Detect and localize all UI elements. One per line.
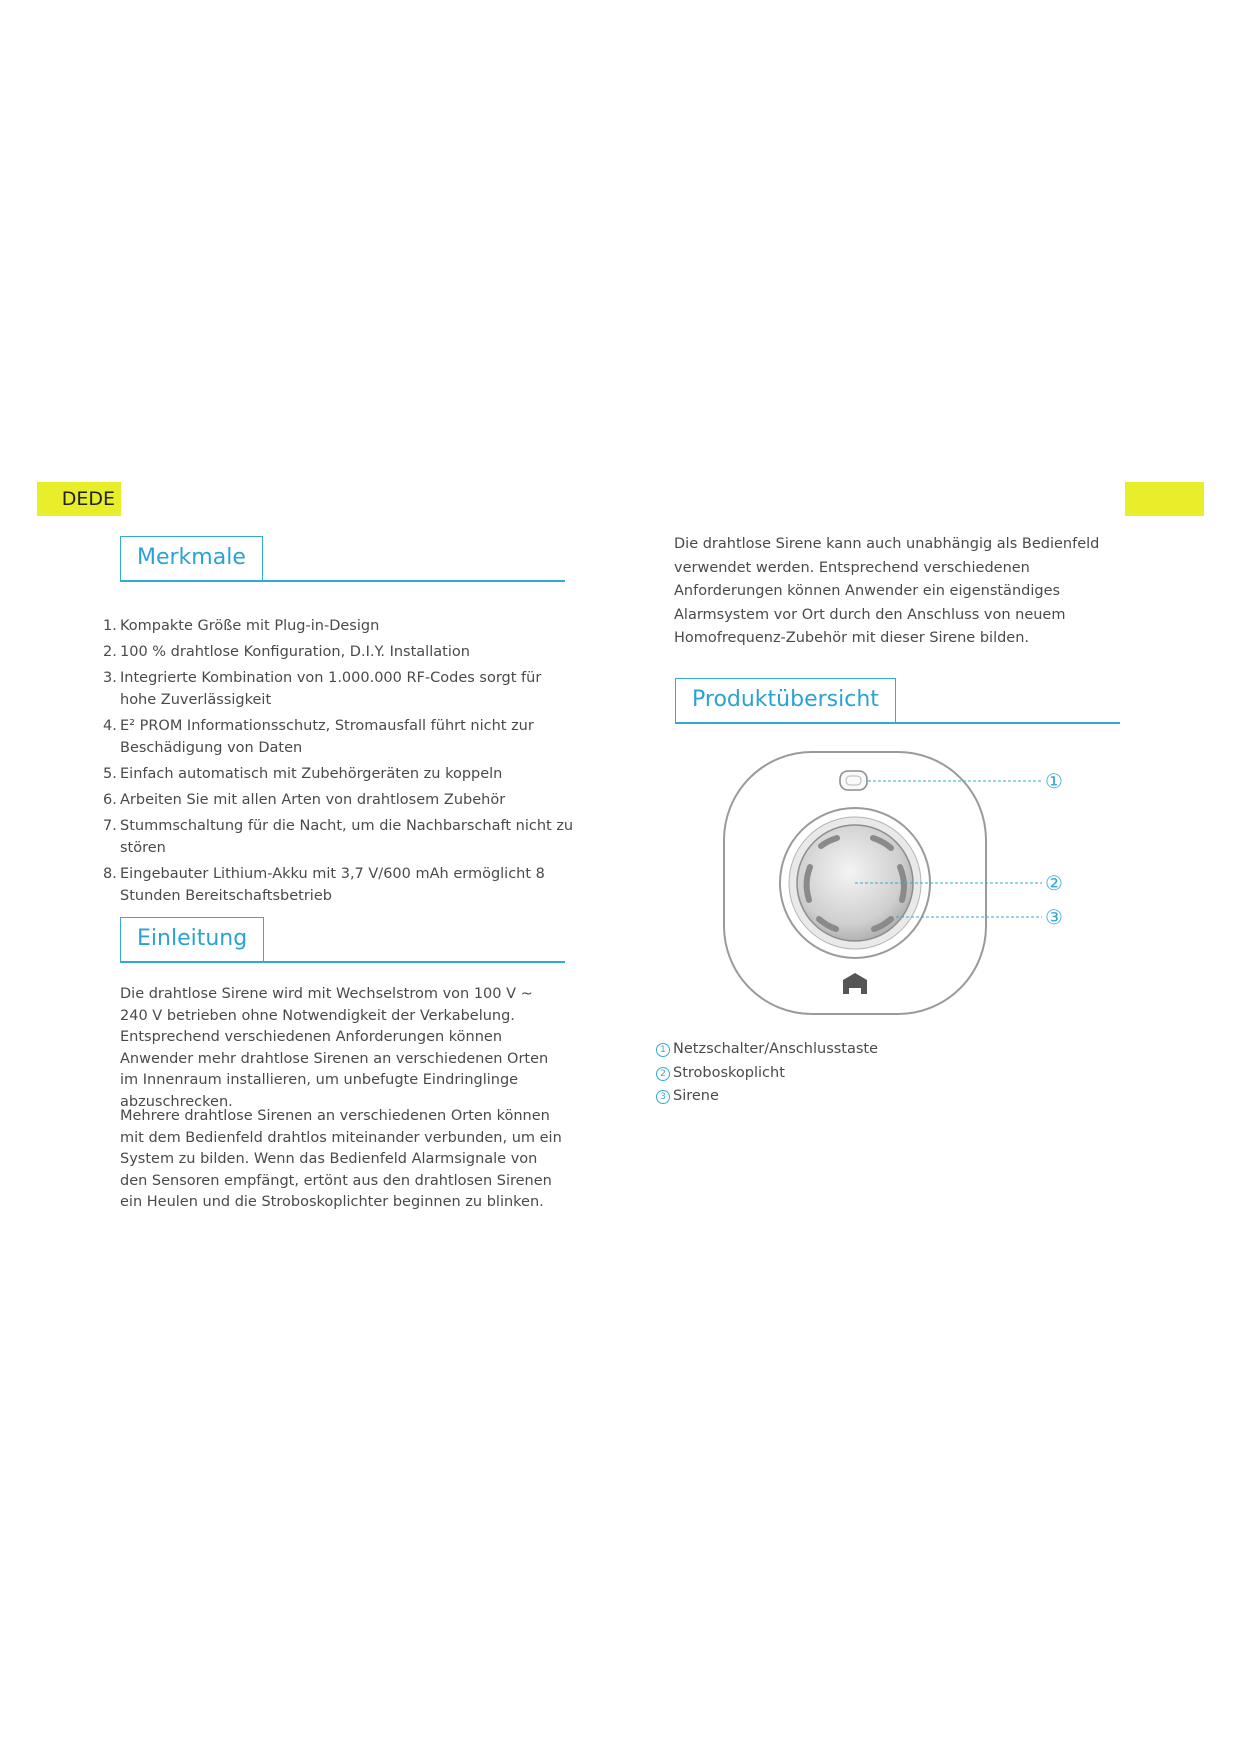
list-number: 5.: [103, 766, 117, 782]
list-number: 1.: [103, 618, 117, 634]
section-rule: [120, 580, 565, 582]
list-item: [95, 641, 575, 663]
list-number: 8.: [103, 866, 117, 882]
features-list: [95, 615, 575, 911]
section-title: Einleitung: [120, 917, 264, 962]
legend-label: Sirene: [673, 1088, 719, 1104]
intro-paragraph-2: Mehrere drahtlose Sirenen an verschiedenen Orten können mit dem Bedienfeld drahtlos miteinander verbunden, um ein System zu bilden. Wenn das Bedienfeld Alarmsignale von den Sensoren empfängt, ertönt aus den drahtlosen Sirenen ein Heulen und die Stroboskoplichter beginnen zu blinken.: [120, 1108, 562, 1210]
siren-device-diagram: [640, 740, 1090, 1020]
list-number: 3.: [103, 670, 117, 686]
list-number: 2.: [103, 644, 117, 660]
legend-label: Stroboskoplicht: [673, 1064, 785, 1081]
page-tab-marker: [1125, 482, 1204, 516]
list-text: Einfach automatisch mit Zubehörgeräten zu koppeln: [120, 766, 503, 782]
list-number: 4.: [103, 718, 117, 734]
list-text: Stummschaltung für die Nacht, um die Nachbarschaft nicht zu stören: [120, 818, 574, 856]
list-item: [95, 763, 575, 785]
list-text: Arbeiten Sie mit allen Arten von drahtlosem Zubehör: [120, 792, 506, 808]
list-text: Eingebauter Lithium-Akku mit 3,7 V/600 mAh ermöglicht 8 Stunden Bereitschaftsbetrieb: [120, 866, 545, 904]
legend-marker: 2: [656, 1067, 670, 1081]
list-item: [95, 789, 575, 811]
list-item: [95, 667, 575, 711]
standalone-paragraph: Die drahtlose Sirene kann auch unabhängig als Bedienfeld verwendet werden. Entsprechend verschiedenen Anforderungen können Anwender ein eigenständiges Alarmsystem vor Ort durch den Anschluss von neuem Homofrequenz-Zubehör mit dieser Sirene bilden.: [674, 536, 1100, 646]
component-legend: [656, 1038, 878, 1109]
list-number: 7.: [103, 818, 117, 834]
list-text: Kompakte Größe mit Plug-in-Design: [120, 618, 380, 634]
legend-label: Netzschalter/Anschlusstaste: [673, 1041, 879, 1057]
list-item: [95, 815, 575, 859]
list-item: [95, 863, 575, 907]
callout-marker-3: ③: [1045, 905, 1063, 929]
callout-marker-2: ②: [1045, 871, 1063, 895]
list-text: Integrierte Kombination von 1.000.000 RF-Codes sorgt für hohe Zuverlässigkeit: [120, 670, 542, 708]
legend-marker: 3: [656, 1090, 670, 1104]
language-tag: DEDE: [37, 482, 121, 516]
list-number: 6.: [103, 792, 117, 808]
section-title: Merkmale: [120, 536, 263, 581]
section-rule: [120, 961, 565, 963]
callout-marker-1: ①: [1045, 769, 1063, 793]
list-item: [95, 715, 575, 759]
legend-item: [656, 1062, 878, 1086]
section-title: Produktübersicht: [675, 678, 896, 723]
legend-item: [656, 1085, 878, 1109]
legend-item: [656, 1038, 878, 1062]
power-button: [840, 771, 867, 790]
intro-paragraph-1: Die drahtlose Sirene wird mit Wechselstrom von 100 V ~ 240 V betrieben ohne Notwendigkeit der Verkabelung. Entsprechend verschiedenen Anforderungen können Anwender mehr drahtlose Sirenen an verschiedenen Orten im Innenraum installieren, um unbefugte Eindringlinge abzuschrecken.: [120, 986, 549, 1110]
section-rule: [675, 722, 1120, 724]
list-text: E² PROM Informationsschutz, Stromausfall führt nicht zur Beschädigung von Daten: [120, 718, 534, 756]
legend-marker: 1: [656, 1043, 670, 1057]
list-item: [95, 615, 575, 637]
list-text: 100 % drahtlose Konfiguration, D.I.Y. Installation: [120, 644, 470, 660]
